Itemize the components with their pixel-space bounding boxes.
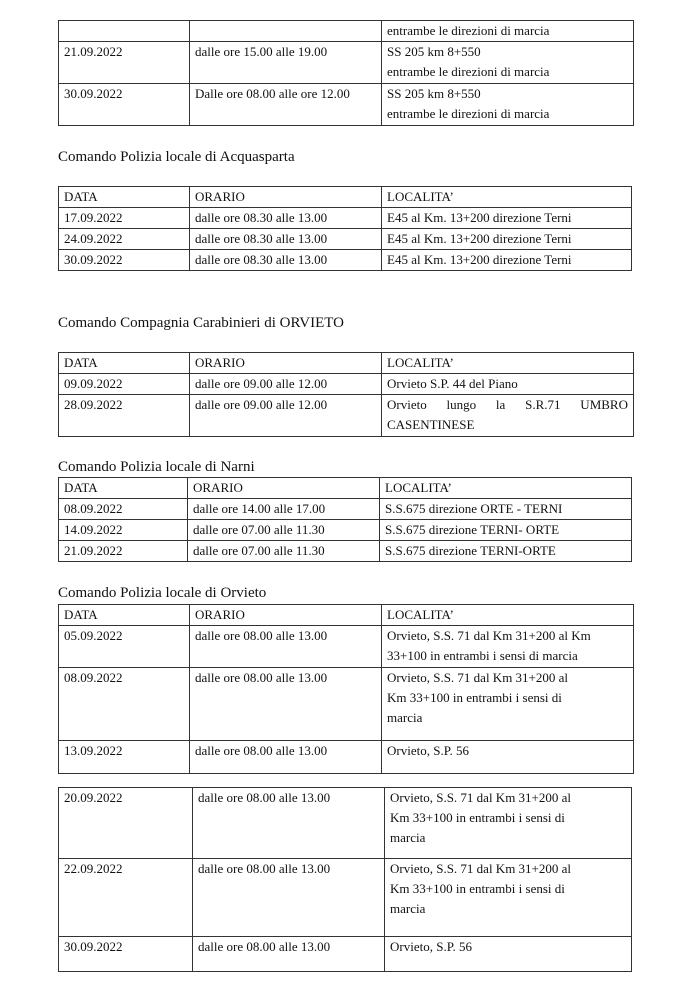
location-cell: S.S.675 direzione TERNI- ORTE — [380, 520, 632, 541]
table-row — [59, 374, 634, 395]
location-line: entrambe le direzioni di marcia — [387, 23, 550, 38]
location-line: marcia — [387, 710, 423, 725]
header-date: DATA — [59, 353, 190, 374]
location-cell: S.S.675 direzione TERNI-ORTE — [380, 541, 632, 562]
schedule-table-polizia-orvieto-continued — [58, 787, 632, 972]
date-cell: 08.09.2022 — [59, 668, 190, 741]
table-row — [59, 626, 634, 668]
date-cell: 17.09.2022 — [59, 208, 190, 229]
table-row — [59, 859, 632, 937]
time-cell: dalle ore 09.00 alle 12.00 — [190, 374, 382, 395]
location-cell: Orvieto, S.P. 56 — [385, 937, 632, 972]
section-title: Comando Polizia locale di Orvieto — [58, 585, 267, 601]
table-header-row — [59, 605, 634, 626]
location-cell: E45 al Km. 13+200 direzione Terni — [382, 229, 632, 250]
date-cell: 13.09.2022 — [59, 741, 190, 774]
table-row — [59, 21, 634, 42]
schedule-table-narni — [58, 477, 632, 562]
date-cell: 21.09.2022 — [59, 42, 190, 84]
location-cell: E45 al Km. 13+200 direzione Terni — [382, 208, 632, 229]
location-cell — [382, 626, 634, 668]
table-row — [59, 229, 632, 250]
date-cell: 20.09.2022 — [59, 788, 193, 859]
location-line: SS 205 km 8+550 — [387, 44, 481, 59]
location-cell — [382, 668, 634, 741]
date-cell: 28.09.2022 — [59, 395, 190, 437]
location-cell — [385, 788, 632, 859]
location-line: entrambe le direzioni di marcia — [387, 106, 550, 121]
date-cell: 30.09.2022 — [59, 84, 190, 126]
location-line: 33+100 in entrambi i sensi di marcia — [387, 648, 578, 663]
table-row — [59, 741, 634, 774]
date-cell: 14.09.2022 — [59, 520, 188, 541]
location-cell — [382, 395, 634, 437]
table-header-row — [59, 478, 632, 499]
header-date: DATA — [59, 187, 190, 208]
header-time: ORARIO — [188, 478, 380, 499]
time-cell: dalle ore 14.00 alle 17.00 — [188, 499, 380, 520]
time-cell: dalle ore 08.30 alle 13.00 — [190, 229, 382, 250]
header-date: DATA — [59, 605, 190, 626]
time-cell: dalle ore 15.00 alle 19.00 — [190, 42, 382, 84]
table-row — [59, 395, 634, 437]
table-row — [59, 788, 632, 859]
date-cell: 21.09.2022 — [59, 541, 188, 562]
schedule-table-polizia-orvieto — [58, 604, 634, 774]
table-row — [59, 499, 632, 520]
location-line: marcia — [390, 901, 426, 916]
location-cell — [382, 42, 634, 84]
location-cell: S.S.675 direzione ORTE - TERNI — [380, 499, 632, 520]
location-line: Orvieto, S.S. 71 dal Km 31+200 al — [387, 670, 569, 685]
time-cell: dalle ore 07.00 alle 11.30 — [188, 520, 380, 541]
date-cell: 22.09.2022 — [59, 859, 193, 937]
header-time: ORARIO — [190, 605, 382, 626]
location-line: CASENTINESE — [387, 417, 475, 432]
date-cell: 24.09.2022 — [59, 229, 190, 250]
time-cell: dalle ore 08.30 alle 13.00 — [190, 208, 382, 229]
table-row — [59, 84, 634, 126]
location-line: Km 33+100 in entrambi i sensi di — [387, 690, 562, 705]
time-cell: dalle ore 08.00 alle 13.00 — [193, 788, 385, 859]
location-line: Orvieto lungo la S.R.71 UMBRO — [387, 397, 628, 412]
time-cell: dalle ore 08.00 alle 13.00 — [193, 859, 385, 937]
schedule-table-acquasparta — [58, 186, 632, 271]
table-row — [59, 42, 634, 84]
time-cell: dalle ore 08.00 alle 13.00 — [190, 668, 382, 741]
location-line: Km 33+100 in entrambi i sensi di — [390, 881, 565, 896]
time-cell: dalle ore 08.30 alle 13.00 — [190, 250, 382, 271]
date-cell: 05.09.2022 — [59, 626, 190, 668]
location-cell: E45 al Km. 13+200 direzione Terni — [382, 250, 632, 271]
header-location: LOCALITA’ — [382, 187, 632, 208]
header-date: DATA — [59, 478, 188, 499]
time-cell: dalle ore 08.00 alle 13.00 — [193, 937, 385, 972]
date-cell: 08.09.2022 — [59, 499, 188, 520]
location-line: Orvieto, S.S. 71 dal Km 31+200 al Km — [387, 628, 591, 643]
header-location: LOCALITA’ — [382, 605, 634, 626]
location-line: entrambe le direzioni di marcia — [387, 64, 550, 79]
header-time: ORARIO — [190, 187, 382, 208]
schedule-table-continuation — [58, 20, 634, 126]
header-location: LOCALITA’ — [382, 353, 634, 374]
date-cell: 30.09.2022 — [59, 250, 190, 271]
date-cell — [59, 21, 190, 42]
time-cell: dalle ore 07.00 alle 11.30 — [188, 541, 380, 562]
section-title: Comando Polizia locale di Acquasparta — [58, 149, 295, 165]
location-line: Orvieto, S.S. 71 dal Km 31+200 al — [390, 790, 572, 805]
table-row — [59, 520, 632, 541]
time-cell: Dalle ore 08.00 alle ore 12.00 — [190, 84, 382, 126]
table-row — [59, 668, 634, 741]
time-cell: dalle ore 08.00 alle 13.00 — [190, 741, 382, 774]
table-row — [59, 937, 632, 972]
location-cell — [385, 859, 632, 937]
location-line: Km 33+100 in entrambi i sensi di — [390, 810, 565, 825]
schedule-table-carabinieri-orvieto — [58, 352, 634, 437]
header-time: ORARIO — [190, 353, 382, 374]
location-line: Orvieto, S.S. 71 dal Km 31+200 al — [390, 861, 572, 876]
date-cell: 30.09.2022 — [59, 937, 193, 972]
table-row — [59, 250, 632, 271]
date-cell: 09.09.2022 — [59, 374, 190, 395]
location-cell: Orvieto S.P. 44 del Piano — [382, 374, 634, 395]
location-line: SS 205 km 8+550 — [387, 86, 481, 101]
table-header-row — [59, 353, 634, 374]
section-title: Comando Polizia locale di Narni — [58, 459, 255, 475]
table-header-row — [59, 187, 632, 208]
header-location: LOCALITA’ — [380, 478, 632, 499]
location-cell: Orvieto, S.P. 56 — [382, 741, 634, 774]
section-title: Comando Compagnia Carabinieri di ORVIETO — [58, 315, 344, 331]
table-row — [59, 541, 632, 562]
location-cell — [382, 21, 634, 42]
time-cell — [190, 21, 382, 42]
location-cell — [382, 84, 634, 126]
time-cell: dalle ore 08.00 alle 13.00 — [190, 626, 382, 668]
location-line: marcia — [390, 830, 426, 845]
table-row — [59, 208, 632, 229]
time-cell: dalle ore 09.00 alle 12.00 — [190, 395, 382, 437]
